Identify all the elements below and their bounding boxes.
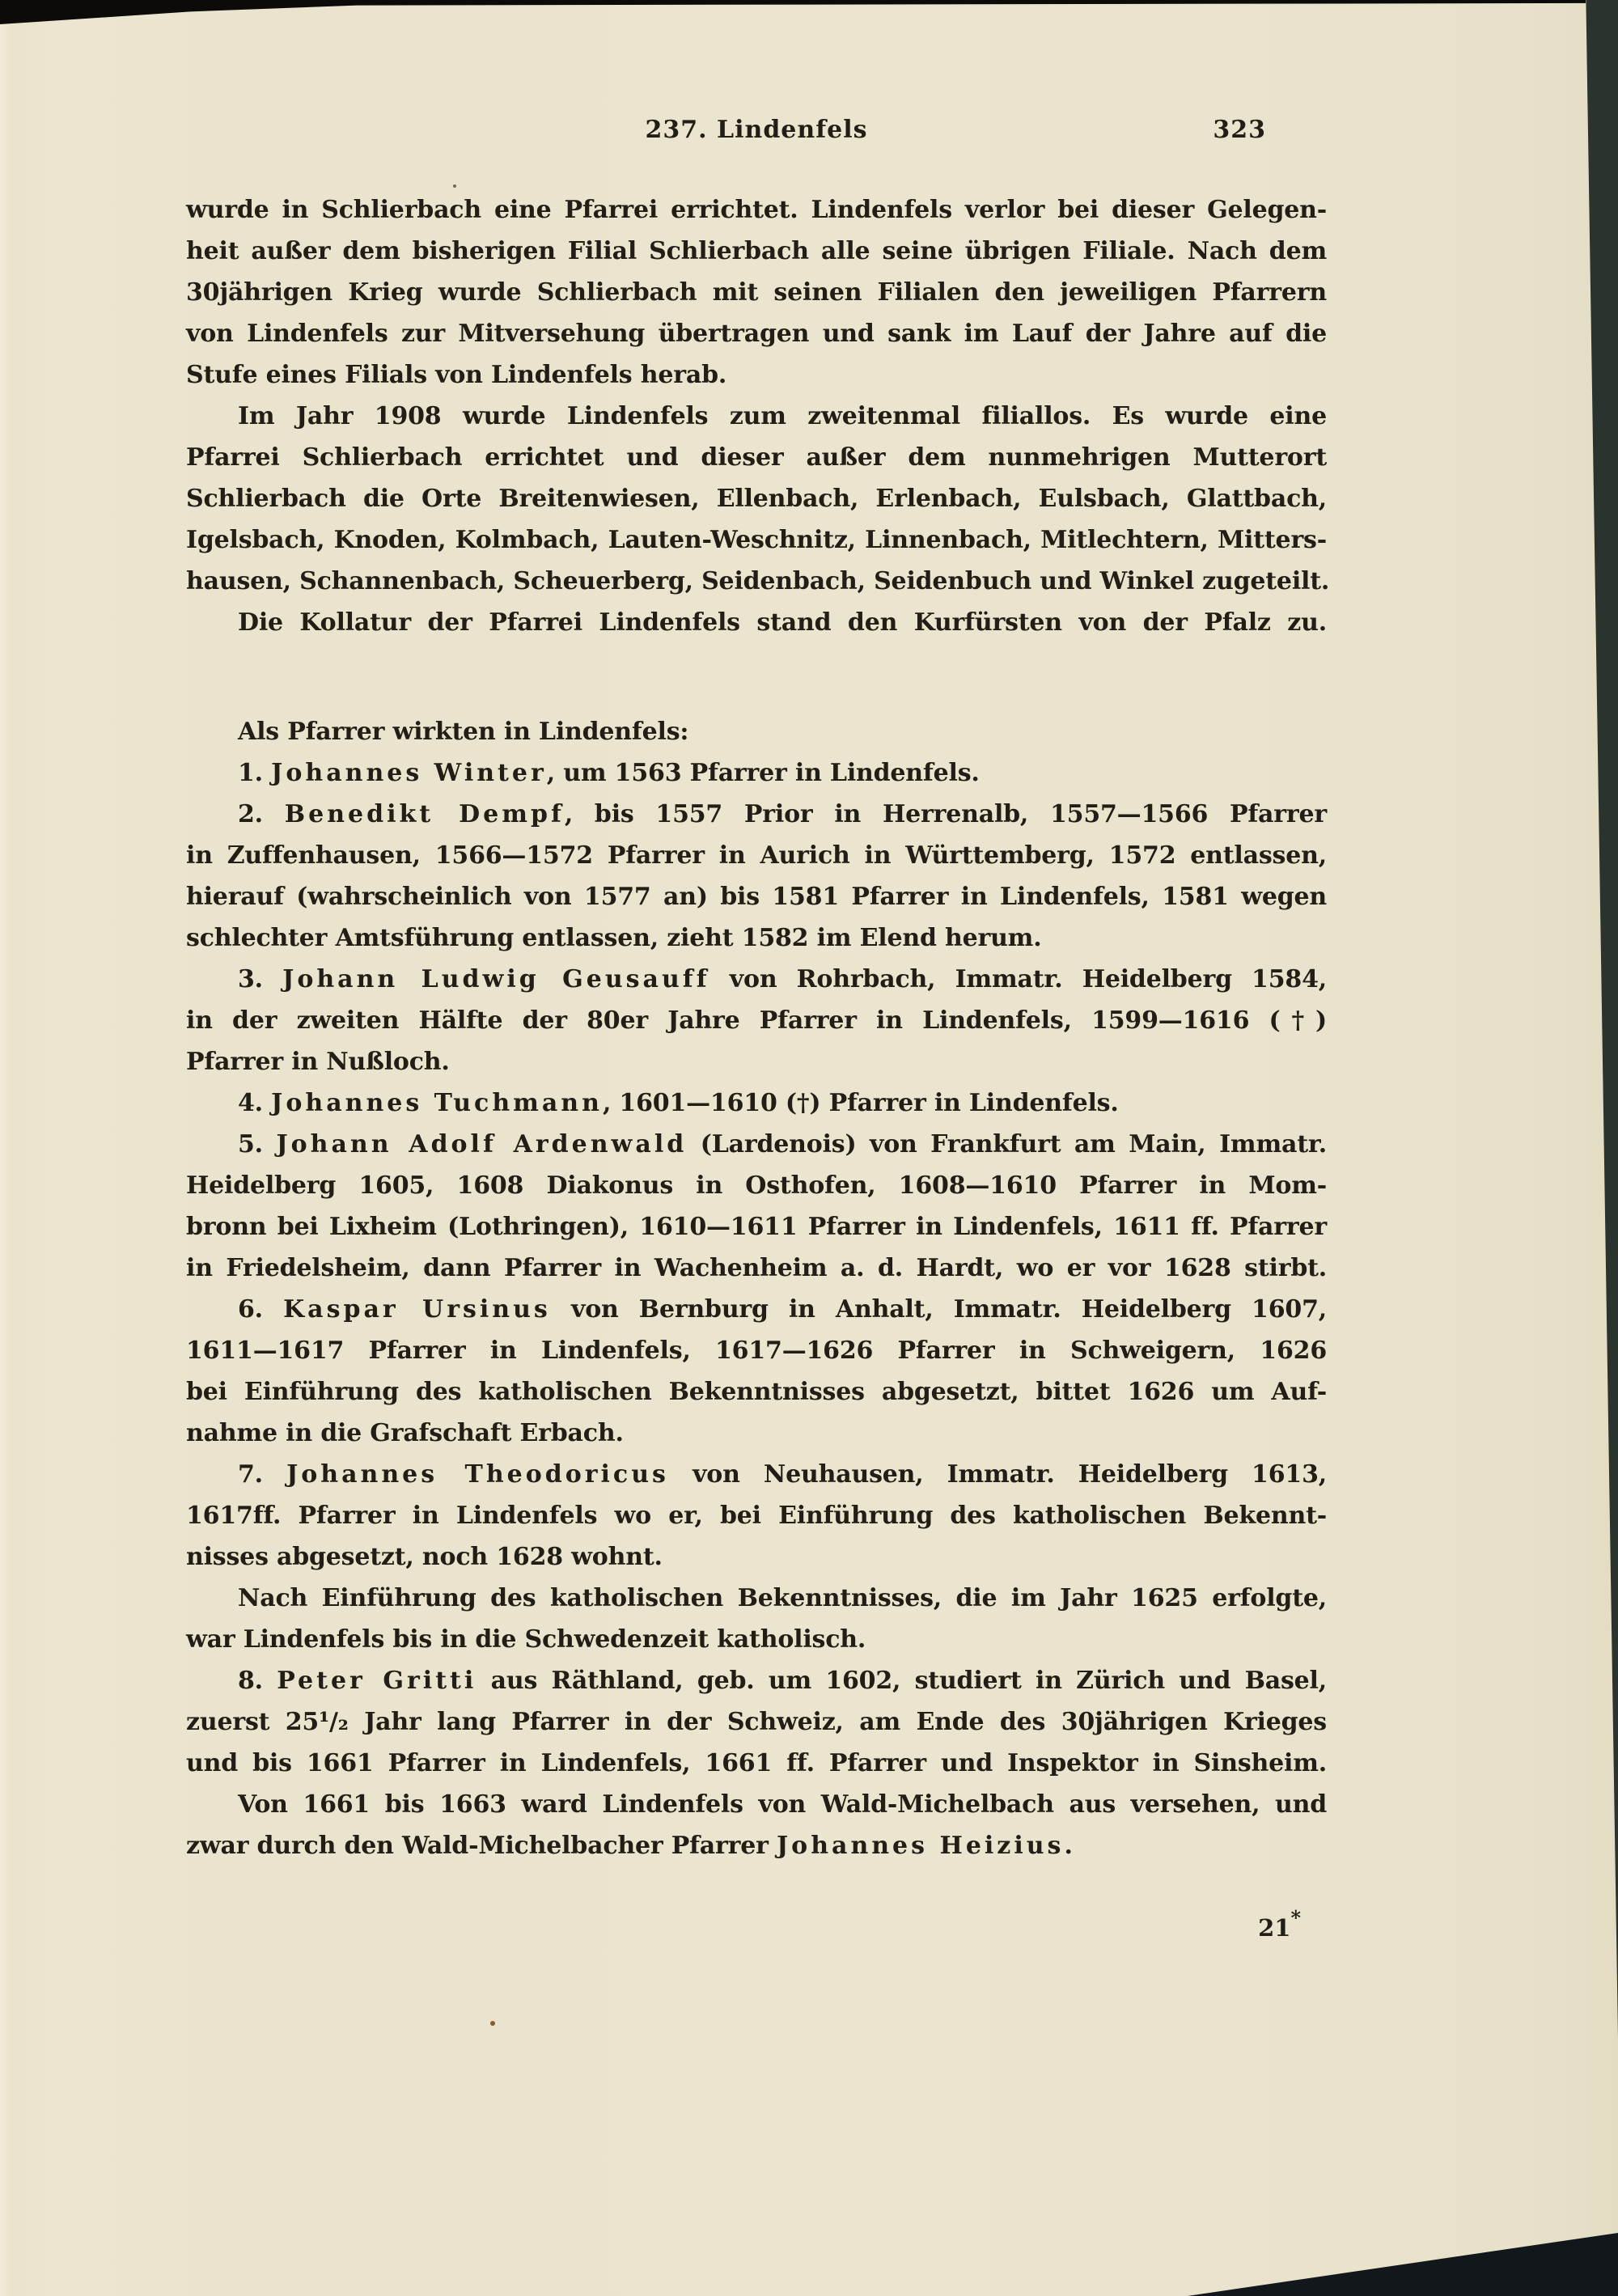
text-line	[186, 1454, 1327, 1495]
text-line	[186, 1825, 1327, 1866]
text-line	[186, 437, 1327, 478]
text-line	[186, 519, 1327, 561]
text-line	[186, 1248, 1327, 1289]
text-segment: 2.	[238, 800, 285, 828]
text-segment: Pfarrer in Nußloch.	[186, 1048, 450, 1076]
text-segment: Heidelberg 1605, 1608 Diakonus in Osthofen, 1608—1610 Pfarrer in Mom-	[186, 1171, 1327, 1200]
text-segment: schlechter Amtsführung entlassen, zieht 1582 im Elend herum.	[186, 924, 1042, 952]
text-segment: Die Kollatur der Pfarrei Lindenfels stand den Kurfürsten von der Pfalz zu.	[238, 608, 1327, 637]
text-segment: war Lindenfels bis in die Schwedenzeit katholisch.	[186, 1625, 866, 1654]
text-segment: hausen, Schannenbach, Scheuerberg, Seidenbach, Seidenbuch und Winkel zugeteilt.	[186, 567, 1330, 595]
text-line	[186, 959, 1327, 1000]
text-line	[186, 752, 1327, 794]
text-line	[186, 917, 1327, 959]
text-line	[186, 396, 1327, 437]
text-line	[186, 1041, 1327, 1082]
paragraph	[186, 602, 1327, 643]
text-segment: in Zuffenhausen, 1566—1572 Pfarrer in Aurich in Württemberg, 1572 entlassen,	[186, 841, 1327, 870]
person-name: Johannes Heizius	[776, 1832, 1065, 1860]
text-segment: .	[1064, 1832, 1073, 1860]
text-segment: 3.	[238, 965, 283, 993]
paragraph	[186, 1784, 1327, 1866]
scan-top-edge	[0, 0, 1586, 24]
text-segment: Stufe eines Filials von Lindenfels herab.	[186, 361, 727, 389]
person-name: Johann Adolf Ardenwald	[276, 1130, 688, 1159]
person-name: Kaspar Ursinus	[283, 1295, 551, 1324]
text-segment: bronn bei Lixheim (Lothringen), 1610—1611 Pfarrer in Lindenfels, 1611 ff. Pfarrer	[186, 1213, 1327, 1241]
text-segment: Igelsbach, Knoden, Kolmbach, Lauten-Weschnitz, Linnenbach, Mitlechtern, Mitters-	[186, 526, 1327, 554]
text-block	[186, 189, 1330, 1866]
page-number: 323	[1213, 116, 1266, 144]
text-segment: nisses abgesetzt, noch 1628 wohnt.	[186, 1543, 663, 1571]
text-line	[186, 876, 1327, 917]
text-line	[186, 313, 1327, 354]
text-segment: nahme in die Grafschaft Erbach.	[186, 1419, 624, 1447]
signature-mark	[186, 1906, 1327, 1942]
person-name: Benedikt Dempf	[284, 800, 565, 828]
paragraph	[186, 959, 1327, 1082]
text-line	[186, 189, 1327, 231]
text-line	[186, 1082, 1327, 1124]
paragraph	[186, 1289, 1327, 1454]
text-line	[186, 1536, 1327, 1578]
text-segment: bei Einführung des katholischen Bekenntnisses abgesetzt, bittet 1626 um Auf-	[186, 1378, 1327, 1406]
paragraph	[186, 1578, 1327, 1660]
text-segment: (Lardenois) von Frankfurt am Main, Immatr.	[687, 1130, 1327, 1159]
paragraph	[186, 1082, 1327, 1124]
text-segment: Nach Einführung des katholischen Bekenntnisses, die im Jahr 1625 erfolgte,	[238, 1584, 1327, 1612]
text-line	[186, 354, 1327, 396]
person-name: Johannes Theodoricus	[286, 1460, 669, 1489]
paragraph	[186, 711, 1327, 752]
text-line	[186, 231, 1327, 272]
text-segment: 4.	[238, 1089, 272, 1117]
text-line	[186, 711, 1327, 752]
text-line	[186, 1000, 1327, 1041]
paragraph	[186, 1454, 1327, 1578]
text-line	[186, 1206, 1327, 1248]
text-line	[186, 1289, 1327, 1330]
running-head	[186, 116, 1327, 151]
text-line	[186, 1660, 1327, 1701]
text-segment: 1611—1617 Pfarrer in Lindenfels, 1617—1626 Pfarrer in Schweigern, 1626	[186, 1337, 1327, 1365]
text-segment: 5.	[238, 1130, 277, 1159]
text-line	[186, 1701, 1327, 1743]
text-line	[186, 1413, 1327, 1454]
text-segment: , um 1563 Pfarrer in Lindenfels.	[546, 759, 980, 787]
text-segment: zuerst 25¹/₂ Jahr lang Pfarrer in der Schweiz, am Ende des 30jährigen Krieges	[186, 1708, 1327, 1736]
text-segment: Im Jahr 1908 wurde Lindenfels zum zweitenmal filiallos. Es wurde eine	[238, 402, 1327, 430]
paragraph	[186, 794, 1327, 959]
person-name: Johannes Tuchmann	[271, 1089, 603, 1117]
text-line	[186, 794, 1327, 835]
signature-mark-text: 21*	[1258, 1906, 1301, 1942]
text-segment: 8.	[238, 1667, 277, 1695]
person-name: Johann Ludwig Geusauff	[282, 965, 710, 993]
paragraph	[186, 1660, 1327, 1784]
text-segment: Schlierbach die Orte Breitenwiesen, Ellenbach, Erlenbach, Eulsbach, Glattbach,	[186, 485, 1327, 513]
text-line	[186, 272, 1327, 313]
text-line	[186, 1578, 1327, 1619]
text-segment: und bis 1661 Pfarrer in Lindenfels, 1661 ff. Pfarrer und Inspektor in Sinsheim.	[186, 1749, 1327, 1777]
text-line	[186, 1619, 1327, 1660]
text-line	[186, 1743, 1327, 1784]
text-segment: 1.	[238, 759, 272, 787]
text-line	[186, 478, 1327, 519]
text-segment: Als Pfarrer wirkten in Lindenfels:	[238, 718, 689, 746]
paragraph	[186, 752, 1327, 794]
text-line	[186, 835, 1327, 876]
text-line	[186, 1330, 1327, 1371]
section-title: 237. Lindenfels	[645, 116, 868, 144]
text-segment: heit außer dem bisherigen Filial Schlierbach alle seine übrigen Filiale. Nach dem	[186, 237, 1327, 265]
scan-bottom-corner	[1188, 2233, 1618, 2296]
text-segment: aus Räthland, geb. um 1602, studiert in Zürich und Basel,	[477, 1667, 1327, 1695]
signature-star: *	[1290, 1906, 1301, 1930]
text-segment: von Lindenfels zur Mitversehung übertragen und sank im Lauf der Jahre auf die	[186, 320, 1327, 348]
paragraph	[186, 189, 1327, 396]
text-segment: 1617ff. Pfarrer in Lindenfels wo er, bei Einführung des katholischen Bekennt-	[186, 1502, 1327, 1530]
text-segment: 7.	[238, 1460, 287, 1489]
text-line	[186, 1371, 1327, 1413]
person-name: Peter Gritti	[277, 1667, 477, 1695]
text-segment: von Bernburg in Anhalt, Immatr. Heidelberg 1607,	[550, 1295, 1327, 1324]
text-line	[186, 1124, 1327, 1165]
text-segment: in der zweiten Hälfte der 80er Jahre Pfarrer in Lindenfels, 1599—1616 (†)	[186, 1006, 1327, 1035]
text-segment: Von 1661 bis 1663 ward Lindenfels von Wald-Michelbach aus versehen, und	[238, 1790, 1327, 1819]
paper-speck	[453, 184, 456, 188]
text-line	[186, 1165, 1327, 1206]
text-segment: wurde in Schlierbach eine Pfarrei errichtet. Lindenfels verlor bei dieser Gelegen-	[186, 196, 1327, 224]
paragraph	[186, 396, 1330, 602]
text-segment: von Rohrbach, Immatr. Heidelberg 1584,	[709, 965, 1327, 993]
text-segment: 6.	[238, 1295, 284, 1324]
scan-right-edge	[1582, 0, 1618, 2039]
text-segment: hierauf (wahrscheinlich von 1577 an) bis 1581 Pfarrer in Lindenfels, 1581 wegen	[186, 883, 1327, 911]
text-segment: 30jährigen Krieg wurde Schlierbach mit seinen Filialen den jeweiligen Pfarrern	[186, 278, 1327, 307]
text-line	[186, 1784, 1327, 1825]
paper-speck	[490, 2021, 495, 2026]
text-segment: Pfarrei Schlierbach errichtet und dieser außer dem nunmehrigen Mutterort	[186, 443, 1327, 472]
text-segment: , bis 1557 Prior in Herrenalb, 1557—1566 Pfarrer	[564, 800, 1327, 828]
text-line	[186, 561, 1330, 602]
text-line	[186, 602, 1327, 643]
text-segment: zwar durch den Wald-Michelbacher Pfarrer	[186, 1832, 777, 1860]
text-segment: von Neuhausen, Immatr. Heidelberg 1613,	[668, 1460, 1327, 1489]
text-segment: , 1601—1610 (†) Pfarrer in Lindenfels.	[602, 1089, 1119, 1117]
text-segment: in Friedelsheim, dann Pfarrer in Wachenheim a. d. Hardt, wo er vor 1628 stirbt.	[186, 1254, 1327, 1282]
person-name: Johannes Winter	[271, 759, 547, 787]
paragraph	[186, 1124, 1327, 1289]
text-line	[186, 1495, 1327, 1536]
